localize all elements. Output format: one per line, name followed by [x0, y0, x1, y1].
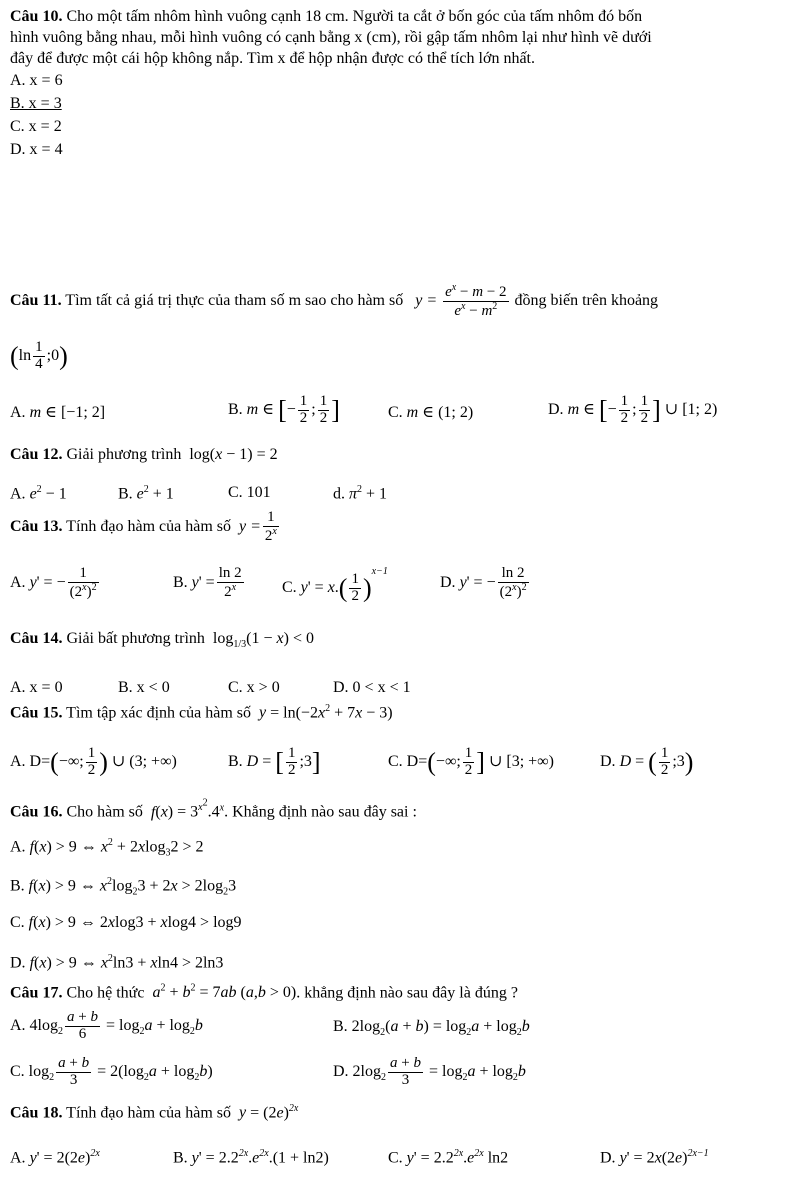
question-label: Câu 17. [10, 984, 63, 1002]
question-15: Câu 15. Tìm tập xác định của hàm số $y = \ln(-2x^2 + 7x - 3)$ [10, 703, 393, 722]
question-label: Câu 12. [10, 446, 63, 463]
option-d[interactable]: D. x = 4 [10, 141, 63, 158]
option-b[interactable]: B. x < 0 [118, 679, 170, 696]
interval: (ln $\frac{1}{4}$ ;0) [10, 339, 68, 372]
option-a[interactable]: A. y' = − $\frac{1}{(2^x)^2}$ [10, 565, 97, 600]
option-c[interactable]: C. D=(−∞; $\frac{1}{2}$ ] ∪ [3; +∞) [388, 745, 554, 778]
option-letter: A. [10, 404, 26, 421]
question-text: Giải phương trình [66, 446, 182, 463]
option-c[interactable]: C. m ∈ (1; 2) [388, 404, 474, 421]
option-b[interactable]: B. y' = $\frac{\ln 2}{2^x}$ [173, 565, 242, 600]
question-text: Giải bất phương trình [66, 630, 205, 647]
option-c[interactable]: C. x = 2 [10, 118, 62, 135]
question-text: đây để được một cái hộp không nắp. Tìm x để hộp nhận được có thể tích lớn nhất. [10, 50, 535, 67]
question-text: Cho hệ thức [66, 984, 145, 1002]
option-letter: C. [388, 404, 403, 421]
option-b[interactable]: B. x = 3 [10, 95, 62, 112]
option-d[interactable]: D. 0 < x < 1 [333, 679, 411, 696]
option-letter: B. [118, 485, 133, 503]
question-text: hình vuông bằng nhau, mỗi hình vuông có cạnh bằng x (cm), rồi gập tấm nhôm lại như hình vẽ dưới [10, 29, 652, 46]
question-11: Câu 11. Tìm tất cả giá trị thực của tham số m sao cho hàm số y = $\frac{e^x - m - 2}{e^x - m^2}$ đồng biến trên khoảng [10, 282, 659, 319]
option-a[interactable]: A. $y' = 2(2e)^{2x}$ [10, 1148, 100, 1167]
option-letter: A. [10, 485, 26, 503]
question-label: Câu 13. [10, 517, 63, 535]
question-label: Câu 11. [10, 291, 62, 309]
option-a[interactable]: A. D=(−∞; $\frac{1}{2}$ ) ∪ (3; +∞) [10, 745, 177, 778]
option-d[interactable]: D. D = ( $\frac{1}{2}$ ;3) [600, 745, 694, 778]
option-a[interactable]: A. f(x) > 9 ⇔ $x^2 + 2xlog_32 > 2$ [10, 837, 204, 859]
question-17: Câu 17. Cho hệ thức $a^2 + b^2 = 7ab$ (a,b > 0). khẳng định nào sau đây là đúng ? [10, 983, 518, 1002]
option-d[interactable]: D. $y' = 2x(2e)^{2x-1}$ [600, 1148, 709, 1167]
option-d[interactable]: D. f(x) > 9 ⇔ $x^2\ln 3 + xln4 > 2\ln 3$ [10, 953, 224, 972]
option-a[interactable]: A. x = 0 [10, 679, 63, 696]
option-d[interactable]: d. $\pi^2 + 1$ [333, 484, 388, 503]
option-c[interactable]: C. f(x) > 9 ⇔ 2xlog3 + xlog4 > log9 [10, 914, 242, 931]
option-d[interactable]: D. $2\log_2$ $\frac{a + b}{3}$ = $\log_2a + \log_2b$ [333, 1055, 526, 1088]
question-label: Câu 14. [10, 630, 63, 647]
question-10 [10, 6, 790, 161]
question-text: đồng biến trên khoảng [514, 291, 659, 309]
option-letter: D. [548, 400, 564, 418]
question-12: Câu 12. Giải phương trình log(x − 1) = 2 [10, 446, 278, 463]
question-text: Tìm tập xác định của hàm số [66, 704, 252, 722]
question-text: . khẳng định nào sau đây là đúng ? [296, 984, 518, 1002]
option-b[interactable]: B. m ∈ [− $\frac{1}{2}$ ; $\frac{1}{2}$ ] [228, 393, 340, 426]
question-label: Câu 18. [10, 1104, 63, 1122]
question-label: Câu 16. [10, 803, 63, 821]
option-c[interactable]: C. $\log_2$ $\frac{a + b}{3}$ = $2(\log_2a + \log_2b)$ [10, 1055, 213, 1088]
question-text: Tính đạo hàm của hàm số [66, 517, 232, 535]
question-text: Tìm tất cả giá trị thực của tham số m sao cho hàm số [65, 291, 404, 309]
option-d[interactable]: D. y' = − $\frac{\ln 2}{(2^x)^2}$ [440, 565, 527, 600]
option-b[interactable]: B. D = [ $\frac{1}{2}$ ;3] [228, 745, 321, 778]
question-14: Câu 14. Giải bất phương trình $\log_{1/3}(1 - x) < 0$ [10, 630, 314, 651]
option-b[interactable]: B. f(x) > 9 ⇔ $x^2\log_23 + 2x > 2\log_23$ [10, 876, 237, 898]
option-c[interactable]: C. $y' = 2.2^{2x}.e^{2x}$ ln2 [388, 1148, 509, 1167]
option-letter: d. [333, 485, 345, 503]
formula: $\frac{e^x - m - 2}{e^x - m^2}$ [445, 282, 507, 319]
option-letter: B. [228, 400, 243, 418]
option-b[interactable]: B. $y' = 2.2^{2x}.e^{2x}.(1 + \ln 2)$ [173, 1148, 329, 1167]
option-c[interactable]: C. x > 0 [228, 679, 280, 696]
option-c[interactable]: C. 101 [228, 484, 271, 501]
question-16: Câu 16. Cho hàm số $f(x) = 3^{x^2}.4^x$. Khẳng định nào sau đây sai : [10, 798, 417, 821]
option-c[interactable]: C. y' = x.( $\frac{1}{2}$ )$^{x-1}$ [282, 566, 388, 604]
question-13: Câu 13. Tính đạo hàm của hàm số y = $\frac{1}{2^x}$ [10, 509, 277, 544]
option-d[interactable]: D. m ∈ [− $\frac{1}{2}$ ; $\frac{1}{2}$ ] ∪ [1; 2) [548, 393, 718, 426]
option-a[interactable]: A. x = 6 [10, 72, 63, 89]
question-label: Câu 10. [10, 8, 63, 25]
question-text: Tính đạo hàm của hàm số [66, 1104, 232, 1122]
question-text: . Khẳng định nào sau đây sai : [224, 803, 417, 821]
question-text: Cho hàm số [66, 803, 143, 821]
option-b[interactable]: B. $2\log_2(a + b) = \log_2a + \log_2b$ [333, 1018, 530, 1039]
option-a[interactable]: A. m ∈ [−1; 2] [10, 404, 106, 421]
question-text: Cho một tấm nhôm hình vuông cạnh 18 cm. Người ta cắt ở bốn góc của tấm nhôm đó bốn [66, 8, 643, 25]
option-b[interactable]: B. $e^2 + 1$ [118, 484, 174, 503]
option-a[interactable]: A. $e^2 - 1$ [10, 484, 67, 503]
question-18: Câu 18. Tính đạo hàm của hàm số $y = (2e)^{2x}$ [10, 1103, 299, 1122]
option-a[interactable]: A. $4\log_2$ $\frac{a + b}{6}$ = $\log_2a + \log_2b$ [10, 1009, 203, 1042]
question-label: Câu 15. [10, 704, 63, 722]
